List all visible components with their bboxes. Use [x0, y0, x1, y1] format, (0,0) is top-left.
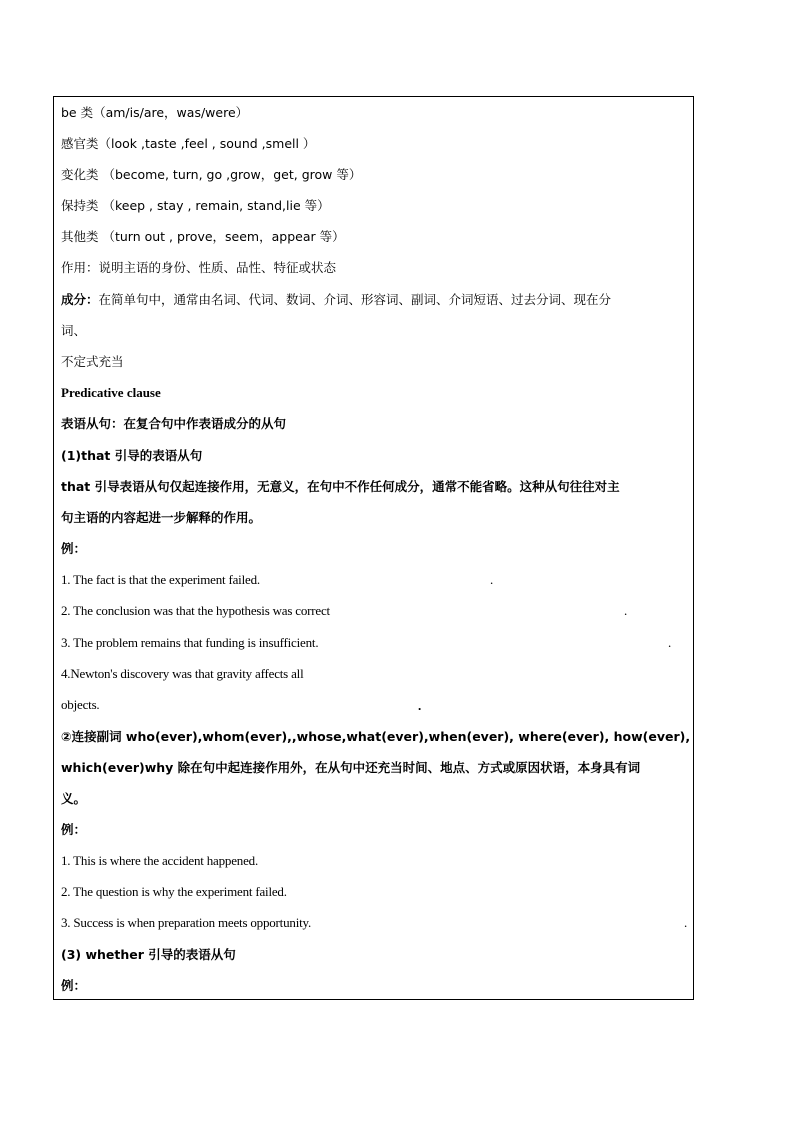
subheading-whether: (3) whether 引导的表语从句 [61, 947, 236, 962]
example-1-4-cont: objects. [61, 697, 100, 712]
components-text: 在简单句中，通常由名词、代词、数词、介词、形容词、副词、介词短语、过去分词、现在分 [98, 292, 612, 307]
line-change-verbs: 变化类 （become, turn, go ,grow，get, grow 等） [61, 167, 362, 182]
trailing-dot: . [684, 915, 688, 930]
line-keep-verbs: 保持类 （keep , stay , remain, stand,lie 等） [61, 198, 330, 213]
example-1-4: 4.Newton's discovery was that gravity affects all [61, 666, 304, 681]
example-label-2: 例： [61, 822, 87, 837]
subheading-adverbs: ②连接副词 who(ever),whom(ever),,whose,what(ever),when(ever), where(ever), how(ever), [61, 729, 691, 744]
example-1-1: 1. The fact is that the experiment failed. [61, 572, 260, 587]
trailing-dot: . [624, 603, 628, 618]
example-2-2: 2. The question is why the experiment failed. [61, 884, 287, 899]
example-label-3: 例： [61, 978, 87, 993]
example-label-1: 例： [61, 541, 87, 556]
line-infinitive: 不定式充当 [61, 354, 124, 369]
line-adverbs-explain: which(ever)why 除在句中起连接作用外，在从句中还充当时间、地点、方式或原因状语，本身具有词 [61, 760, 641, 775]
components-label: 成分： [61, 292, 99, 307]
example-1-3: 3. The problem remains that funding is insufficient. [61, 635, 319, 650]
line-other-verbs: 其他类 （turn out , prove，seem，appear 等） [61, 229, 345, 244]
line-that-explain: that 引导表语从句仅起连接作用，无意义，在句中不作任何成分，通常不能省略。这种从句往往对主 [61, 479, 620, 494]
trailing-dot: . [490, 572, 494, 587]
line-components-cont: 词、 [61, 323, 87, 338]
trailing-dot: . [668, 635, 672, 650]
section-heading: Predicative clause [61, 385, 161, 400]
example-2-3: 3. Success is when preparation meets opportunity. [61, 915, 312, 930]
line-function: 作用：说明主语的身份、性质、品性、特征或状态 [61, 260, 337, 275]
example-1-2: 2. The conclusion was that the hypothesis was correct [61, 603, 330, 618]
trailing-dot: . [418, 698, 422, 713]
line-sense-verbs: 感官类（look ,taste ,feel , sound ,smell ） [61, 136, 316, 151]
example-2-1: 1. This is where the accident happened. [61, 853, 259, 868]
subheading-that: (1)that 引导的表语从句 [61, 448, 203, 463]
line-definition: 表语从句：在复合句中作表语成分的从句 [61, 416, 287, 431]
line-components [61, 291, 689, 308]
line-that-explain-cont: 句主语的内容起进一步解释的作用。 [61, 510, 262, 525]
line-be-verbs: be 类（am/is/are，was/were） [61, 105, 249, 120]
line-adverbs-explain-cont: 义。 [61, 791, 87, 806]
